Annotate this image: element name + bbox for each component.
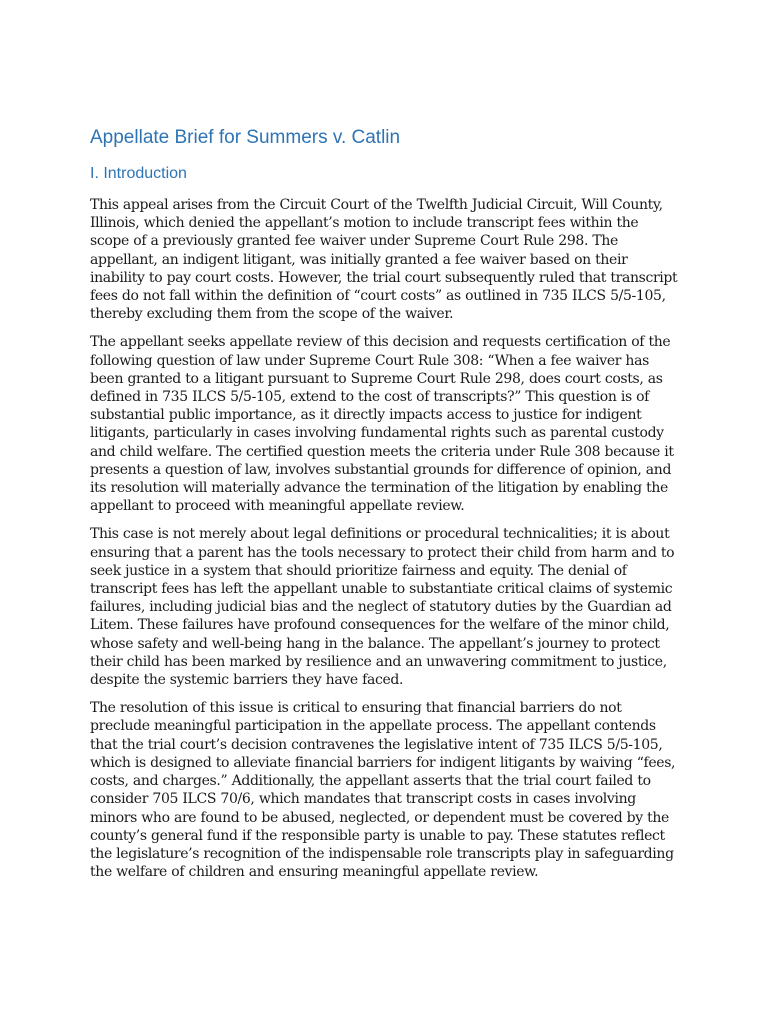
document-page: [90, 126, 680, 891]
section-heading-introduction: I. Introduction: [90, 165, 187, 182]
paragraph: The resolution of this issue is critical to ensuring that financial barriers do not preclude meaningful participation in the appellate process. The appellant contends that the trial court’s decision contravenes the legislative intent of 735 ILCS 5/5-105, which is designed to alleviate financial barriers for indigent litigants by waiving “fees, costs, and charges.” Additionally, the appellant asserts that the trial court failed to consider 705 ILCS 70/6, which mandates that transcript costs in cases involving minors who are found to be abused, neglected, or dependent must be covered by the county’s general fund if the responsible party is unable to pay. These statutes reflect the legislature’s recognition of the indispensable role transcripts play in safeguarding the welfare of children and ensuring meaningful appellate review.: [90, 700, 676, 881]
document-title: Appellate Brief for Summers v. Catlin: [90, 127, 401, 148]
paragraph: This appeal arises from the Circuit Court of the Twelfth Judicial Circuit, Will County, Illinois, which denied the appellant’s motion to include transcript fees within the scope of a previously granted fee waiver under Supreme Court Rule 298. The appellant, an indigent litigant, was initially granted a fee waiver based on their inability to pay court costs. However, the trial court subsequently ruled that transcript fees do not fall within the definition of “court costs” as outlined in 735 ILCS 5/5-105, thereby excluding them from the scope of the waiver.: [90, 197, 678, 323]
paragraph: This case is not merely about legal definitions or procedural technicalities; it is about ensuring that a parent has the tools necessary to protect their child from harm and to seek justice in a system that should prioritize fairness and equity. The denial of transcript fees has left the appellant unable to substantiate critical claims of systemic failures, including judicial bias and the neglect of statutory duties by the Guardian ad Litem. These failures have profound consequences for the welfare of the minor child, whose safety and well-being hang in the balance. The appellant’s journey to protect their child has been marked by resilience and an unwavering commitment to justice, despite the systemic barriers they have faced.: [90, 526, 675, 689]
paragraph: The appellant seeks appellate review of this decision and requests certification of the following question of law under Supreme Court Rule 308: “When a fee waiver has been granted to a litigant pursuant to Supreme Court Rule 298, does court costs, as defined in 735 ILCS 5/5-105, extend to the cost of transcripts?” This question is of substantial public importance, as it directly impacts access to justice for indigent litigants, particularly in cases involving fundamental rights such as parental custody and child welfare. The certified question meets the criteria under Rule 308 because it presents a question of law, involves substantial grounds for difference of opinion, and its resolution will materially advance the termination of the litigation by enabling the appellant to proceed with meaningful appellate review.: [90, 334, 674, 515]
